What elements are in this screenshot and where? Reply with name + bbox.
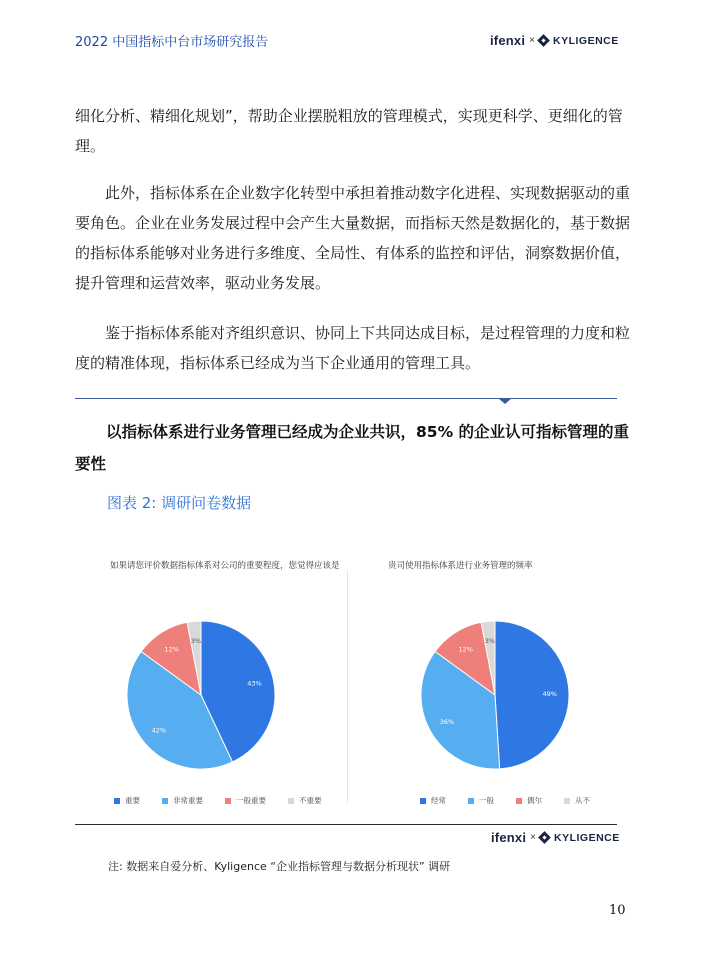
legend-swatch (468, 798, 474, 804)
brand-logo-top (490, 33, 619, 48)
pie-label-1-0: 49% (542, 689, 557, 698)
paragraph-2: 此外，指标体系在企业数字化转型中承担着推动数字化进程、实现数据驱动的重要角色。企业在业务发展过程中会产生大量数据，而指标天然是数据化的，基于数据的指标体系能够对业务进行多维度、全局性、有体系的监控和评估，洞察数据价值，提升管理和运营效率，驱动业务发展。 (75, 184, 631, 292)
report-title: 2022 中国指标中台市场研究报告 (75, 35, 269, 50)
legend-label: 不重要 (299, 796, 322, 805)
ifenxi-logo: ifenxi (491, 830, 527, 845)
legend-item-1-3 (564, 795, 590, 806)
kyligence-diamond-icon (538, 831, 551, 844)
legend-item-1-1 (468, 795, 494, 806)
legend-item-1-2 (516, 795, 542, 806)
pie-slice-1-0 (495, 621, 569, 769)
divider-notch-icon (498, 398, 512, 404)
legend-label: 经常 (431, 796, 446, 805)
legend-label: 偶尔 (527, 796, 542, 805)
legend-swatch (564, 798, 570, 804)
legend-label: 一般重要 (236, 796, 266, 805)
pie-label-1-2: 12% (458, 645, 473, 654)
legend-frequency (420, 795, 612, 806)
pie-label-0-3: 3% (190, 636, 202, 645)
legend-item-0-2 (225, 795, 266, 806)
footer-divider (75, 824, 617, 825)
ifenxi-logo: ifenxi (490, 33, 526, 48)
pie-label-0-2: 12% (164, 645, 179, 654)
section-divider (75, 398, 617, 399)
pie-label-0-0: 43% (247, 679, 262, 688)
legend-label: 非常重要 (173, 796, 203, 805)
legend-swatch (288, 798, 294, 804)
source-note: 注: 数据来自爱分析、Kyligence “企业指标管理与数据分析现状” 调研 (108, 860, 451, 873)
legend-item-0-1 (162, 795, 203, 806)
legend-label: 重要 (125, 796, 140, 805)
brand-logo-bottom (491, 830, 620, 845)
legend-importance (114, 795, 344, 806)
legend-swatch (162, 798, 168, 804)
brand-separator: × (530, 832, 536, 843)
chart-title-importance: 如果请您评价数据指标体系对公司的重要程度，您觉得应该是 (110, 561, 340, 571)
pie-chart-frequency (420, 620, 570, 770)
legend-label: 一般 (479, 796, 494, 805)
legend-item-1-0 (420, 795, 446, 806)
legend-swatch (225, 798, 231, 804)
pie-label-1-3: 3% (484, 636, 496, 645)
kyligence-logo: KYLIGENCE (553, 34, 619, 47)
legend-item-0-3 (288, 795, 322, 806)
paragraph-3: 鉴于指标体系能对齐组织意识、协同上下共同达成目标，是过程管理的力度和粒度的精准体现，指标体系已经成为当下企业通用的管理工具。 (75, 324, 631, 372)
pie-label-0-1: 42% (151, 726, 167, 735)
chart-panel-divider (347, 571, 348, 803)
legend-swatch (516, 798, 522, 804)
paragraph-1: 细化分析、精细化规划”，帮助企业摆脱粗放的管理模式，实现更科学、更细化的管理。 (75, 107, 623, 155)
chart-title-frequency: 贵司使用指标体系进行业务管理的频率 (388, 561, 533, 571)
page-number: 10 (609, 903, 626, 918)
kyligence-diamond-icon (537, 34, 550, 47)
legend-swatch (114, 798, 120, 804)
legend-item-0-0 (114, 795, 140, 806)
legend-label: 从不 (575, 796, 590, 805)
legend-swatch (420, 798, 426, 804)
section-heading: 以指标体系进行业务管理已经成为企业共识，85% 的企业认可指标管理的重要性 (75, 423, 629, 473)
pie-chart-importance (126, 620, 276, 770)
pie-label-1-1: 36% (439, 717, 455, 726)
chart-caption: 图表 2: 调研问卷数据 (107, 494, 252, 512)
kyligence-logo: KYLIGENCE (554, 831, 620, 844)
brand-separator: × (529, 35, 535, 46)
